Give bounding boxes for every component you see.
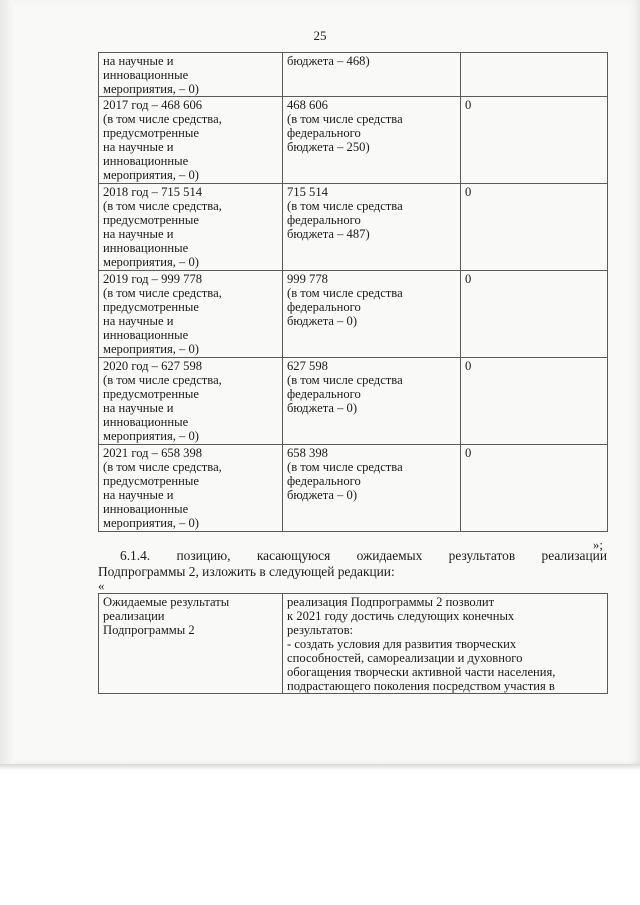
table-cell-year: 2021 год – 658 398 (в том числе средства, предусмотренные на научные и инновационные мероприятия, – 0) bbox=[99, 445, 283, 532]
table-cell-year: 2018 год – 715 514 (в том числе средства, предусмотренные на научные и инновационные мероприятия, – 0) bbox=[99, 184, 283, 271]
table-cell-amount: 715 514 (в том числе средства федерального бюджета – 487) bbox=[283, 184, 461, 271]
funding-table bbox=[98, 52, 608, 532]
results-table bbox=[98, 593, 608, 694]
table-cell-amount: 658 398 (в том числе средства федерального бюджета – 0) bbox=[283, 445, 461, 532]
results-text-cell: реализация Подпрограммы 2 позволит к 2021 году достичь следующих конечных результатов: - создать условия для развития творческих способностей, самореализации и духовного обогащения творчески активной части населения, подрастающего поколения посредством участия в bbox=[283, 594, 608, 694]
table-cell-other: 0 bbox=[461, 445, 608, 532]
table-cell-other bbox=[461, 53, 608, 97]
table-cell-year: 2019 год – 999 778 (в том числе средства, предусмотренные на научные и инновационные мероприятия, – 0) bbox=[99, 271, 283, 358]
page-number: 25 bbox=[313, 28, 327, 43]
closing-quote: »; bbox=[592, 537, 603, 552]
table-row bbox=[99, 445, 608, 532]
table-row bbox=[99, 358, 608, 445]
results-label-cell: Ожидаемые результаты реализации Подпрограммы 2 bbox=[99, 594, 283, 694]
instruction-paragraph: 6.1.4. позицию, касающуюся ожидаемых результатов реализации bbox=[120, 548, 607, 563]
table-row bbox=[99, 271, 608, 358]
table-cell-year: на научные и инновационные мероприятия, – 0) bbox=[99, 53, 283, 97]
table-cell-other: 0 bbox=[461, 97, 608, 184]
table-row bbox=[99, 594, 608, 694]
table-cell-other: 0 bbox=[461, 271, 608, 358]
table-cell-year: 2017 год – 468 606 (в том числе средства, предусмотренные на научные и инновационные мероприятия, – 0) bbox=[99, 97, 283, 184]
scan-edge-shadow bbox=[0, 0, 14, 768]
table-cell-amount: 468 606 (в том числе средства федерального бюджета – 250) bbox=[283, 97, 461, 184]
table-cell-other: 0 bbox=[461, 358, 608, 445]
table-cell-year: 2020 год – 627 598 (в том числе средства, предусмотренные на научные и инновационные мероприятия, – 0) bbox=[99, 358, 283, 445]
table-row bbox=[99, 97, 608, 184]
opening-quote: « bbox=[98, 578, 105, 593]
page-bottom-edge bbox=[0, 764, 640, 770]
table-row bbox=[99, 184, 608, 271]
table-row bbox=[99, 53, 608, 97]
table-cell-amount: 627 598 (в том числе средства федерального бюджета – 0) bbox=[283, 358, 461, 445]
table-cell-amount: 999 778 (в том числе средства федерального бюджета – 0) bbox=[283, 271, 461, 358]
table-cell-other: 0 bbox=[461, 184, 608, 271]
table-cell-amount: бюджета – 468) bbox=[283, 53, 461, 97]
instruction-paragraph-continuation: Подпрограммы 2, изложить в следующей редакции: bbox=[98, 564, 395, 579]
